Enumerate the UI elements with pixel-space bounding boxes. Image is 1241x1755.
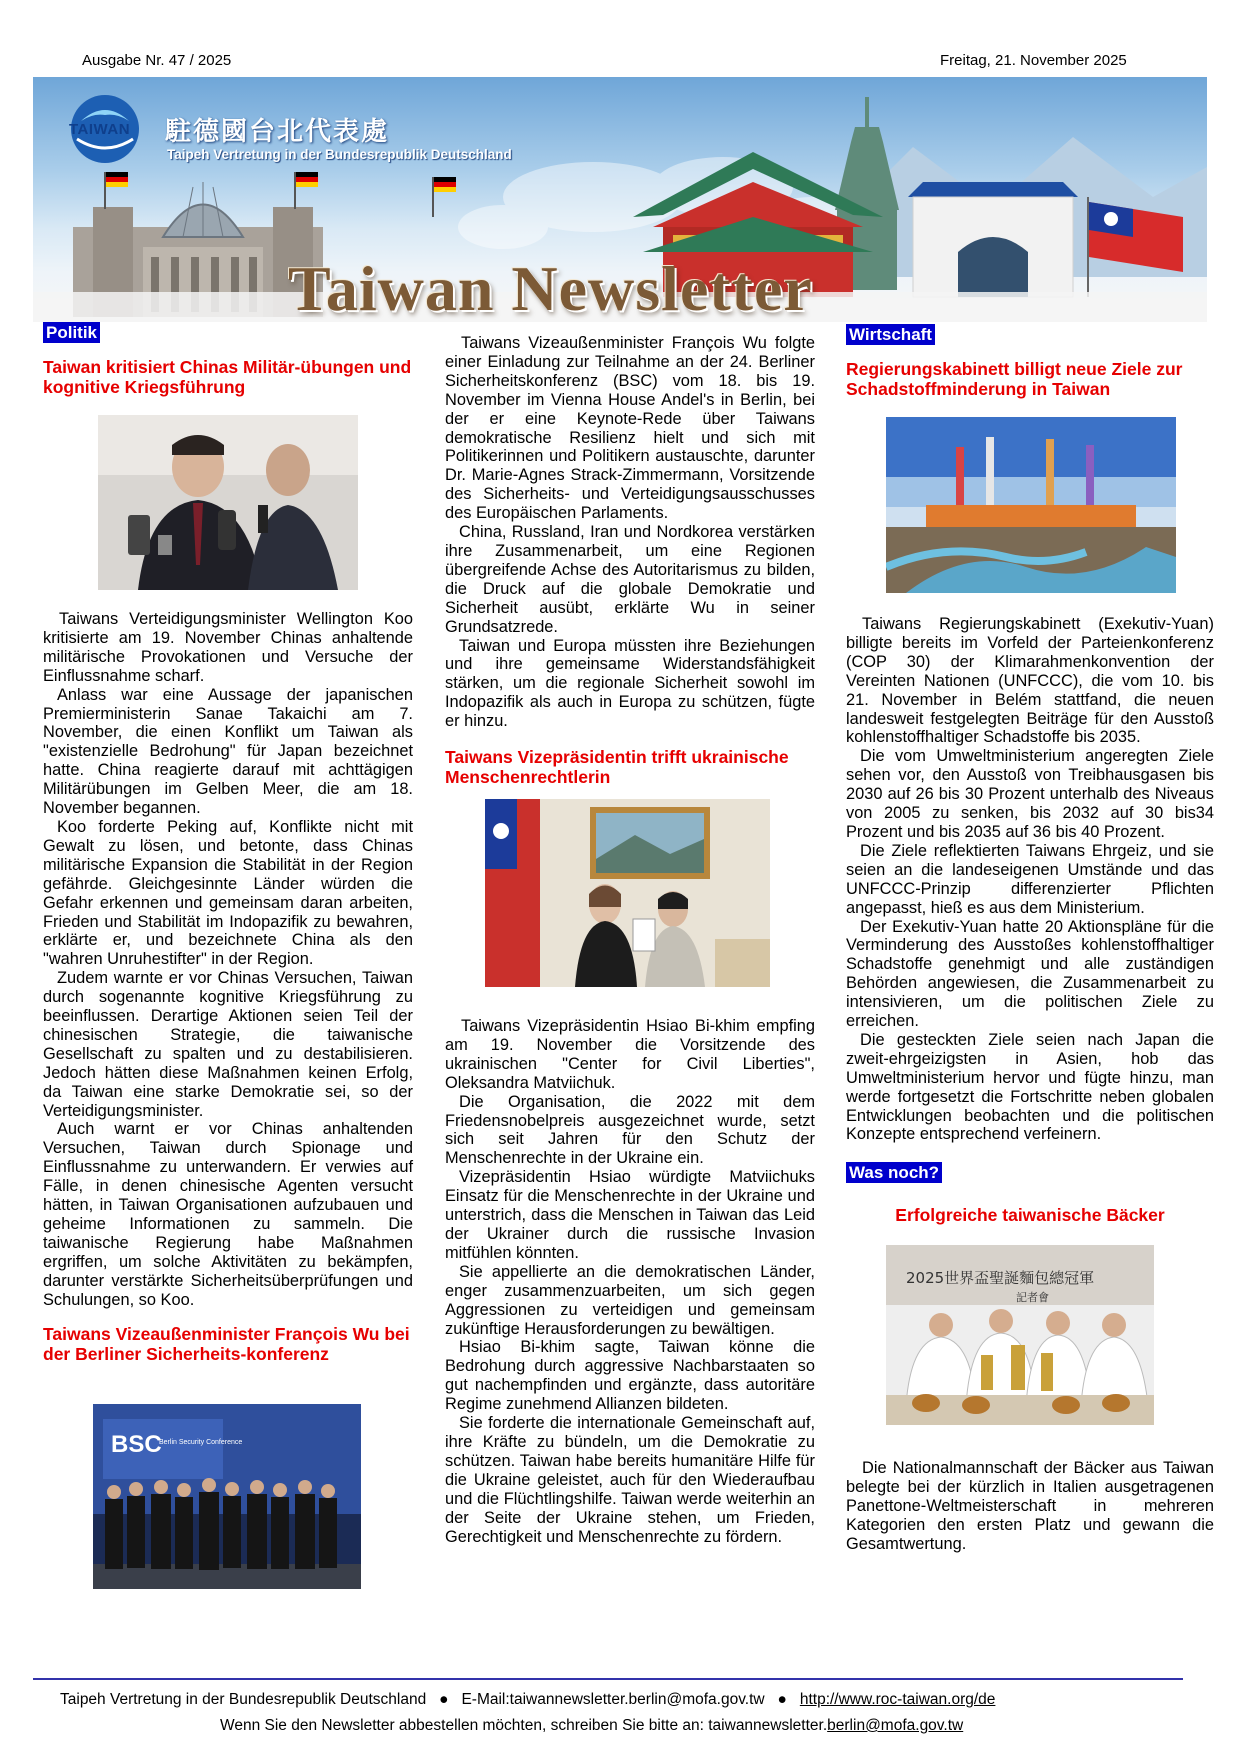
logo-text: TAIWAN	[69, 121, 131, 138]
photo-power-plant	[886, 417, 1176, 593]
article-vice-president-body	[445, 1017, 815, 1546]
paragraph: Die gesteckten Ziele seien nach Japan die zweit-ehrgeizigsten in Asien, hob das Umweltministerium hervor und fügte hinzu, man werde fortgesetzt die Fortschritte neben globalen Entwicklungen beobachten und die politischen Konzepte entsprechend verfeinern.	[846, 1030, 1214, 1144]
photo-defense-minister	[98, 415, 358, 590]
section-tag-politik: Politik	[43, 322, 100, 343]
masthead-banner	[33, 77, 1207, 322]
baker-banner-subtext: 記者會	[1016, 1291, 1049, 1305]
footer-unsubscribe-line	[220, 1717, 963, 1735]
paragraph: Die vom Umweltministerium angeregten Ziele sehen vor, den Ausstoß von Treibhausgasen bis 2030 auf 26 bis 30 Prozent unterhalb des Niveaus von 2005 zu senken, bis 2032 auf 30 bis34 Prozent und bis 2035 auf 36 bis 40 Prozent.	[846, 747, 1214, 841]
footer-website-link[interactable]: http://www.roc-taiwan.org/de	[799, 1691, 996, 1708]
paragraph: Sie appellierte an die demokratischen Länder, enger zusammenzuarbeiten, um sich gegen Aggressionen zu verteidigen und gemeinsam zukünftige Herausforderungen zu bewältigen.	[445, 1262, 815, 1338]
memorial-gate	[908, 182, 1078, 297]
article-bakers-body	[846, 1459, 1214, 1554]
article-military-drills-body	[43, 610, 413, 1310]
paragraph: Sie forderte die internationale Gemeinschaft auf, ihre Kräfte zu bündeln, um die Demokratie zu schützen. Taiwan habe bereits humanitäre Hilfe für die Ukraine geleistet, auch für den Wiederaufbau und die Flüchtlingshilfe. Taiwan werde weiterhin an der Seite der Ukraine stehen, um Frieden, Gerechtigkeit und Menschenrechte zu fördern.	[445, 1414, 815, 1546]
section-tag-was-noch: Was noch?	[846, 1162, 942, 1183]
column-middle	[445, 322, 815, 1546]
photo-bsc-delegation	[93, 1404, 361, 1589]
bsc-sign-subtext: Berlin Security Conference	[159, 1438, 243, 1446]
issue-number: Ausgabe Nr. 47 / 2025	[82, 52, 232, 69]
paragraph: Auch warnt er vor Chinas anhaltenden Versuchen, Taiwan durch Spionage und Einflussnahme zu unterwandern. Er verwies auf Fälle, in denen chinesische Agenten versucht hätten, in Taiwan Organisationen aufzubauen und geheime Informationen zu sammeln. Die taiwanische Regierung habe Maßnahmen ergriffen, um solche Aktivitäten zu bekämpfen, darunter verstärkte Sicherheitsüberprüfungen und Schulungen, so Koo.	[43, 1120, 413, 1309]
office-name-chinese: 駐德國台北代表處	[165, 117, 390, 147]
footer-divider	[33, 1678, 1183, 1680]
footer-unsubscribe-text: Wenn Sie den Newsletter abbestellen möchten, schreiben Sie bitte an: taiwannewsletter.	[220, 1717, 828, 1734]
footer-bullet: ●	[777, 1691, 787, 1708]
column-politik	[43, 322, 413, 1589]
paragraph: Die Organisation, die 2022 mit dem Friedensnobelpreis ausgezeichnet wurde, setzt sich seit Jahren für den Schutz der Menschenrechte in der Ukraine ein.	[445, 1092, 815, 1168]
office-name-german: Taipeh Vertretung in der Bundesrepublik Deutschland	[167, 147, 512, 162]
paragraph: China, Russland, Iran und Nordkorea verstärken ihre Zusammenarbeit, um eine Regionen übergreifende Achse des Autoritarismus zu bilden, die Druck auf die globale Demokratie und Sicherheit ausübt, erklärte Wu in seiner Grundsatzrede.	[445, 523, 815, 636]
headline-bakers: Erfolgreiche taiwanische Bäcker	[895, 1205, 1165, 1226]
paragraph: Taiwans Vizepräsidentin Hsiao Bi-khim empfing am 19. November die Vorsitzende des ukrainischen "Center for Civil Liberties", Oleksandra Matviichuk.	[445, 1017, 815, 1092]
section-tag-wirtschaft: Wirtschaft	[846, 324, 935, 345]
footer-contact-line	[60, 1691, 995, 1709]
paragraph: Hsiao Bi-khim sagte, Taiwan könne die Bedrohung durch aggressive Nachbarstaaten so gut nachempfinden und ergänzte, dass autoritäre Regime zunehmend Allianzen bildeten.	[445, 1338, 815, 1414]
bsc-sign-text: BSC	[111, 1430, 162, 1458]
paragraph: Taiwans Verteidigungsminister Wellington Koo kritisierte am 19. November Chinas anhaltende militärische Provokationen und Versuche der Einflussnahme scharf.	[43, 610, 413, 685]
issue-date: Freitag, 21. November 2025	[940, 52, 1127, 69]
footer-org: Taipeh Vertretung in der Bundesrepublik Deutschland	[60, 1691, 427, 1708]
article-emission-body	[846, 615, 1214, 1144]
paragraph: Die Ziele reflektierten Taiwans Ehrgeiz, und sie seien an die landeseigenen Umstände und das UNFCCC-Prinzip differenzierter Pflichten angepasst, hieß es aus dem Ministerium.	[846, 841, 1214, 917]
photo-bakers-team	[886, 1245, 1154, 1425]
paragraph: Anlass war eine Aussage der japanischen Premierministerin Sanae Takaichi am 7. November, die einen Konflikt um Taiwan als "existenzielle Bedrohung" für Japan bezeichnet hatte. China reagierte darauf mit achttägigen Militärübungen im Gelben Meer, die am 18. November begannen.	[43, 685, 413, 818]
footer-email: E-Mail:taiwannewsletter.berlin@mofa.gov.tw	[461, 1691, 765, 1708]
article-bsc-body	[445, 334, 815, 731]
paragraph: Vizepräsidentin Hsiao würdigte Matviichuks Einsatz für die Menschenrechte in der Ukraine und unterstrich, dass die Menschen in Taiwan das Leid der Ukrainer durch die russische Invasion mitfühlen könnten.	[445, 1168, 815, 1262]
paragraph: Taiwan und Europa müssten ihre Beziehungen und ihre gemeinsame Widerstandsfähigkeit stärken, um die regionale Sicherheit sowohl im Indopazifik als auch in Europa zu schützen, fügte er hinzu.	[445, 636, 815, 731]
newsletter-title: Taiwan Newsletter	[288, 253, 813, 322]
paragraph: Der Exekutiv-Yuan hatte 20 Aktionspläne für die Verminderung des Ausstoßes kohlenstoffhaltiger Schadstoffe genehmigt und alle zuständigen Behörden angewiesen, die Zusammenarbeit zu intensivieren, um die politischen Ziele zu erreichen.	[846, 917, 1214, 1031]
headline-bsc-conference: Taiwans Vizeaußenminister François Wu bei der Berliner Sicherheits-konferenz	[43, 1323, 410, 1364]
paragraph: Die Nationalmannschaft der Bäcker aus Taiwan belegte bei der kürzlich in Italien ausgetragenen Panettone-Weltmeisterschaft in mehreren Kategorien den ersten Platz und gewann die Gesamtwertung.	[846, 1459, 1214, 1553]
paragraph: Koo forderte Peking auf, Konflikte nicht mit Gewalt zu lösen, und betonte, dass Chinas militärische Expansion die Stabilität in der Region gefährde. Gleichgesinnte Länder würden die Gefahr erkennen und gemeinsam daran arbeiten, Frieden und Stabilität im Indopazifik zu bewahren, erklärte er, und bezeichnete China als den "wahren Unruhestifter" in der Region.	[43, 817, 413, 969]
footer-unsubscribe-link[interactable]: berlin@mofa.gov.tw	[827, 1717, 964, 1734]
footer-bullet: ●	[439, 1691, 449, 1708]
headline-emission-targets: Regierungskabinett billigt neue Ziele zur Schadstoffminderung in Taiwan	[846, 359, 1183, 399]
headline-military-drills: Taiwan kritisiert Chinas Militär-übungen und kognitive Kriegsführung	[43, 357, 412, 397]
column-wirtschaft	[846, 322, 1214, 1554]
paragraph: Taiwans Regierungskabinett (Exekutiv-Yuan) billigte bereits im Vorfeld der Parteienkonferenz (COP 30) der Klimarahmenkonvention der Vereinten Nationen (UNFCCC), die vom 10. bis 21. November in Belém stattfand, die neuen landesweit festgelegten Beiträge für den Ausstoß kohlenstoffhaltiger Schadstoffe bis 2035.	[846, 615, 1214, 747]
paragraph: Taiwans Vizeaußenminister François Wu folgte einer Einladung zur Teilnahme an der 24. Berliner Sicherheitskonferenz (BSC) vom 18. bis 19. November im Vienna House Andel's in Berlin, bei der er eine Keynote-Rede über Taiwans demokratische Resilienz hielt und sich mit Politikerinnen und Politikern austauschte, darunter Dr. Marie-Agnes Strack-Zimmermann, Vorsitzende des Sicherheits- und Verteidigungsausschusses des Europäischen Parlaments.	[445, 334, 815, 523]
baker-banner-text: 2025世界盃聖誕麵包總冠軍	[906, 1269, 1095, 1288]
photo-vice-president-meeting	[485, 799, 770, 987]
paragraph: Zudem warnte er vor Chinas Versuchen, Taiwan durch sogenannte kognitive Kriegsführung zu beeinflussen. Derartige Aktionen seien Teil der chinesischen Strategie, die taiwanische Gesellschaft zu spalten und zu destabilisieren. Jedoch hätten diese Maßnahmen keinen Erfolg, da Taiwan eine starke Demokratie sei, so der Verteidigungsminister.	[43, 969, 413, 1120]
headline-vice-president: Taiwans Vizepräsidentin trifft ukrainische Menschenrechtlerin	[445, 747, 789, 788]
